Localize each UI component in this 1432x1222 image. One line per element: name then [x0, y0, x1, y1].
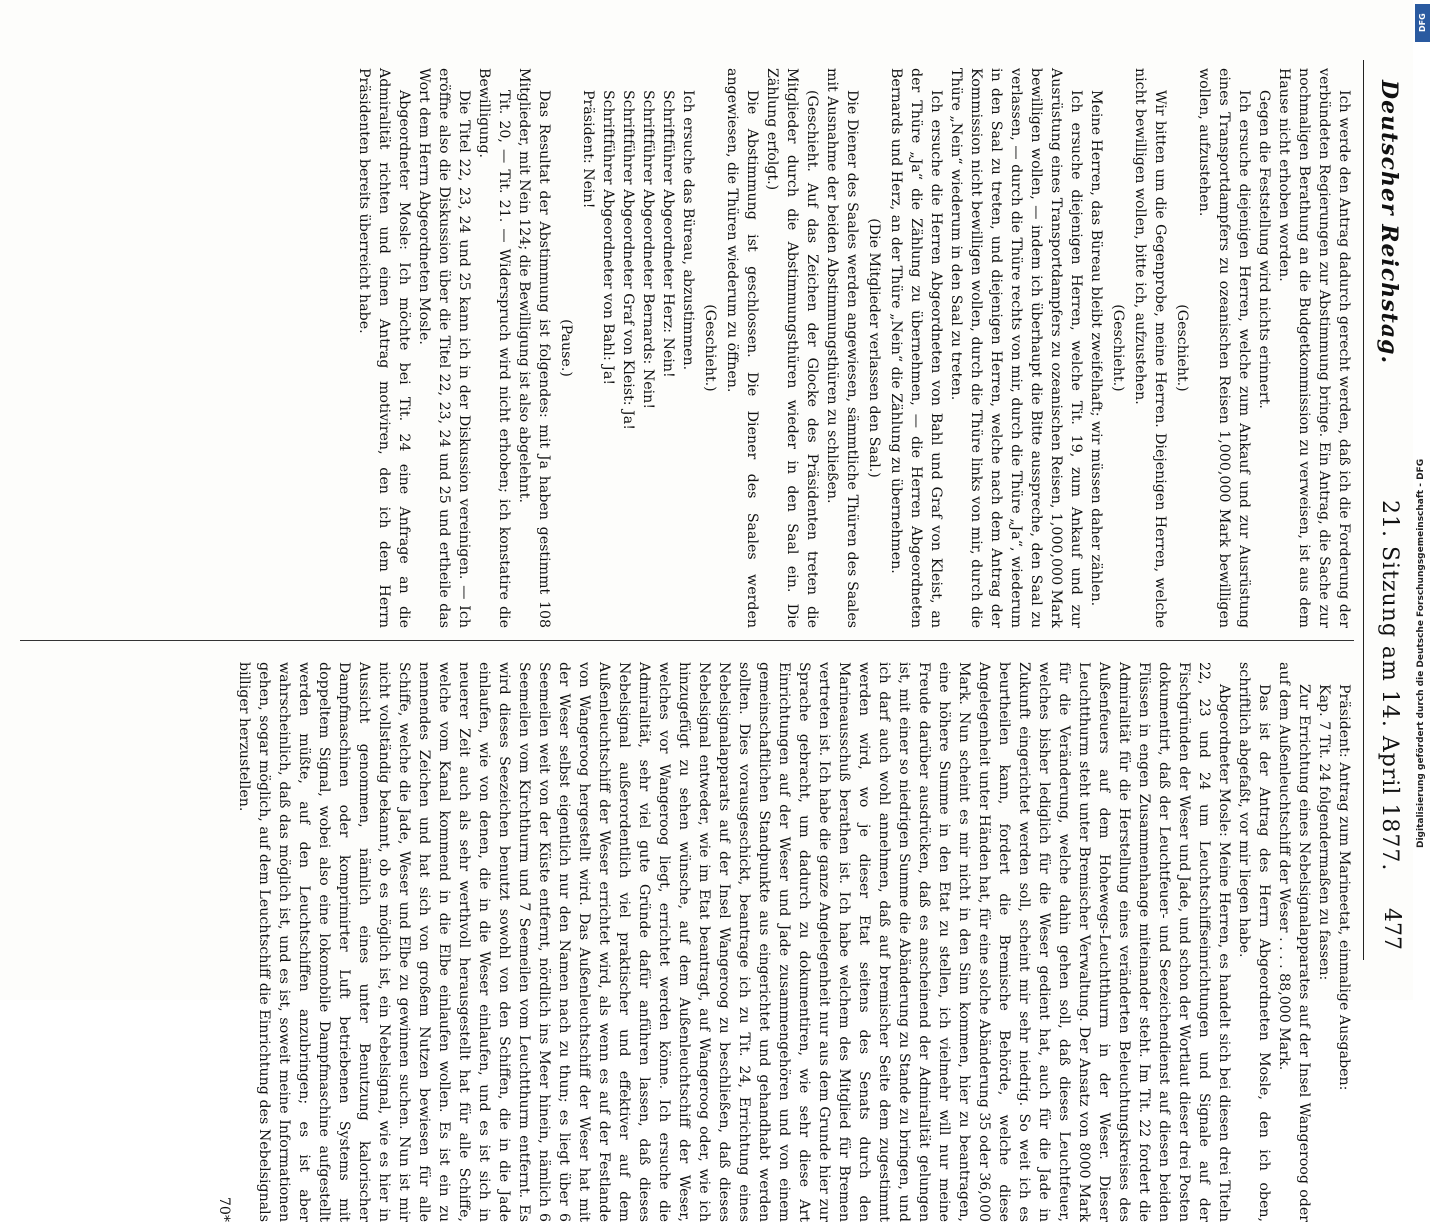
stage-direction: (Die Mitglieder verlassen den Saal.) — [866, 218, 882, 478]
paragraph: Ich ersuche diejenigen Herren, welche zum Ankauf und zur Ausrüstung eines Transportdampfers zu ozeanischen Reisen 1,000,000 Mark bewilligen wollen, aufzustehen. — [1196, 68, 1252, 628]
paragraph: Abgeordneter Mosle: Meine Herren, es handelt sich bei diesen drei Titeln 22, 23 und 24 um Leuchtschiffseinrichtungen und Signale auf der Fischgründen der Weser und Jade, und schon der Wortlaut dieser drei Posten dokumentirt, daß der Leuchtfeuer- und Seezeichendienst auf diesen beiden Flüssen in engen Zusammenhange miteinander steht. Im Tit. 22 fordert die Admiralität für die Herstellung eines veränderten Beleuchtungskreises des Außenfeuers auf dem Hohewegs-Leuchtthurm in der Weser. Dieser Leuchtthurm steht unter Bremischer Verwaltung. Der Ansatz von 8000 Mark für die Veränderung, welche dahin gehen soll, daß dieses Leuchtfeuer, welches bisher lediglich für die Weser gedient hat, auch für die Jade in Zukunft eingerichtet werden soll, scheint mir sehr niedrig. So weit ich es beurtheilen kann, fordert die Bremische Behörde, welche diese Angelegenheit unter Händen hat, für eine solche Abänderung 35 oder 36,000 Mark. Nun scheint es mir nicht in den Sinn kommen, hier zu beantragen, eine höhere Summe in den Etat zu stellen, ich vielmehr will nur meine Freude darüber ausdrücken, daß es anscheinend der Admiralität gelungen ist, mit einer so niedrigen Summe die Abänderung zu Stande zu bringen, und ich darf auch wohl annehmen, daß auf bremischer Seite dem zugestimmt werden wird, wo je dieser Etat seitens des Senats durch den Marineausschuß berathen ist. Ich habe welchem des Mitglied für Bremen vertreten ist. Ich habe die ganze Angelegenheit nur aus dem Grunde hier zur Sprache gebracht, um dadurch zu dokumentiren, wie sehr diese Art Einrichtungen auf der Weser und Jade zusammengehören und von einem gemeinschaftlichen Standpunkte aus eingerichtet und gehandhabt werden sollten. Dies vorausgeschickt, beantrage ich zu Tit. 24, Errichtung eines Nebelsignalapparats auf der Insel Wangeroog zu beschließen, daß dieses Nebelsignal entweder, wie im Etat beantragt, auf Wangeroog oder, wie ich hinzugefügt zu sehen wünsche, auf dem Außenleuchtschiff der Weser, welches vor Wangeroog liegt, errichtet werden könne. Ich ersuche die Admiralität, sehr viel gute Gründe dafür anführen lassen, daß dieses Nebelsignal außerordentlich viel praktischer und effektiver auf dem Außenleuchtschiff der Weser errichtet wird, als wenn es auf der Festlande von Wangeroog hergestellt wird. Das Außenleuchtschiff der Weser hat mit der Weser selbst eigentlich nur den Namen nach zu thun; es liegt über 6 Seemeilen weit von der Küste entfernt, nördlich ins Meer hinein, nämlich 6 Seemeilen vom Kirchthurm und 7 Seemeilen vom Leuchtthurm entfernt. Es wird dieses Seezeichen benutzt sowohl von den Schiffen, die in die Jade einlaufen, wie von denen, die in die Weser einlaufen, und es ist sich in neuerer Zeit auch als sehr werthvoll herausgestellt hat für alle Schiffe, welche vom Kanal kommend in die Elbe einlaufen wollen. Es ist ein zu nennendes Zeichen und hat sich von großem Nutzen bewiesen für alle Schiffe, welche die Jade, Weser und Elbe zu gewinnen suchen. Nun ist mir nicht vollständig bekannt, ob es möglich ist, ein Nebelsignal, wie es hier in Aussicht genommen, nämlich eines unter Benutzung kalorischer Dampfmaschinen oder komprimirter Luft betriebenen Systems mit doppeltem Signal, wobei also eine lokomobile Dampfmaschine aufgestellt werden müßte, auf den Leuchtschiffen anzubringen; es ist aber wahrscheinlich, daß das möglich ist, und es ist, soweit meine Informationen gehen, sogar möglich, auf dem Leuchtschiff die Einrichtung des Nebelsignals billiger herzustellen. — [236, 662, 1232, 1222]
dfg-logo-text: DFG — [1418, 13, 1427, 33]
paragraph: Ich ersuche diejenigen Herren, welche Tit. 19, zum Ankauf und zur Ausrüstung eines Transportdampfers zu ozeanischen Reisen, 1,000,000 Mark bewilligen wollen, — indem ich überhaupt die Bitte ausspreche, den Saal zu verlassen, — durch die Thüre rechts von mir, durch die Thüre „Ja“, wiederum in den Saal zu treten, und diejenigen Herren, welche nach dem Antrag der Kommission nicht bewilligen wollen, durch die Thüre links von mir, durch die Thüre „Nein“ wiederum in den Saal zu treten. — [948, 68, 1084, 628]
dfg-logo — [1415, 4, 1430, 42]
paragraph: Präsident: Antrag zum Marineetat, einmalige Ausgaben: — [1336, 684, 1352, 1091]
paragraph: Schriftführer Abgeordneter Herz: Nein! — [660, 90, 676, 378]
stage-direction: (Geschieht.) — [1174, 304, 1190, 392]
paragraph: Ich ersuche die Herren Abgeordneten von Bahl und Graf von Kleist, an der Thüre „Ja“ die Zählung zu übernehmen, — die Herren Abgeordneten Bernards und Herz, an der Thüre „Nein“ die Zählung zu übernehmen. — [888, 68, 944, 628]
paragraph: Schriftführer Abgeordneter Bernards: Nein! — [640, 90, 656, 410]
right-column — [214, 662, 1354, 1222]
paragraph: Wir bitten um die Gegenprobe, meine Herren. Diejenigen Herren, welche nicht bewilligen wollen, bitte ich, aufzustehen. — [1132, 68, 1168, 628]
column-divider — [20, 640, 1354, 641]
paragraph: Abgeordneter Mosle: Ich möchte bei Tit. 24 eine Anfrage an die Admiralität richten und einen Antrag motiviren, den ich dem Herrn Präsidenten bereits überreicht habe. — [356, 68, 412, 628]
paragraph: Ich ersuche das Büreau, abzustimmen. — [680, 90, 696, 371]
digitization-caption: Digitalisierung gefördert durch die Deutsche Forschungsgemeinschaft - DFG — [1416, 458, 1426, 848]
paragraph: Tit. 20, — Tit. 21. — Widerspruch wird nicht erhoben; ich konstatire die Bewilligung. — [476, 68, 512, 628]
stage-direction: (Pause.) — [558, 319, 574, 377]
stage-direction: (Geschieht.) — [702, 304, 718, 392]
stage-direction: (Geschieht.) — [1110, 304, 1126, 392]
paragraph: Ich werde den Antrag dadurch gerecht werden, daß ich die Forderung der verbündeten Regierungen zur Abstimmung bringe. Ein Antrag, die Sache zur nochmaligen Berathung an die Budgetkommission zu verweisen, ist aus dem Hause nicht erhoben worden. — [1276, 68, 1352, 628]
paragraph: Das ist der Antrag des Herrn Abgeordneten Mosle, den ich oben, schriftlich abgefaßt, vor mir liegen habe. — [1236, 662, 1272, 1222]
header-rule — [1363, 60, 1364, 960]
paragraph: Das Resultat der Abstimmung ist folgendes: mit Ja haben gestimmt 108 Mitglieder, mit Nein 124; die Bewilligung ist also abgelehnt. — [516, 68, 552, 628]
paragraph: Gegen die Feststellung wird nichts erinnert. — [1256, 90, 1272, 409]
paragraph: Zur Errichtung eines Nebelsignalapparates auf der Insel Wangeroog oder auf dem Außenleuchtschiff der Weser . . . . 88,000 Mark. — [1276, 662, 1312, 1222]
paragraph: Meine Herren, das Büreau bleibt zweifelhaft; wir müssen daher zählen. — [1088, 90, 1104, 607]
paragraph: (Geschieht. Auf das Zeichen der Glocke des Präsidenten treten die Mitglieder durch die Abstimmungsthüren wieder in den Saal ein. Die Zählung erfolgt.) — [764, 68, 820, 628]
page-number: 477 — [1379, 908, 1404, 950]
paragraph: Schriftführer Abgeordneter von Bahl: Ja! — [600, 90, 616, 386]
paragraph: Die Abstimmung ist geschlossen. Die Diener des Saales werden angewiesen, die Thüren wiederum zu öffnen. — [724, 68, 760, 628]
journal-title: Deutscher Reichstag. — [1376, 80, 1402, 365]
left-column — [354, 68, 1354, 628]
paragraph: Schriftführer Abgeordneter Graf von Kleist: Ja! — [620, 90, 636, 430]
session-title: 21. Sitzung am 14. April 1877. — [1377, 500, 1402, 872]
paragraph: Präsident: Nein! — [580, 90, 596, 209]
paragraph: Die Diener des Saales werden angewiesen, sämmtliche Thüren des Saales mit Ausnahme der beiden Abstimmungsthüren zu schließen. — [824, 68, 860, 628]
page-header — [1362, 40, 1412, 960]
paragraph: Die Titel 22, 23, 24 und 25 kann ich in der Diskussion vereinigen. — Ich eröffne also die Diskussion über die Titel 22, 23, 24 und 25 und ertheile das Wort dem Herrn Abgeordneten Mosle. — [416, 68, 472, 628]
paragraph: Kap. 7 Tit. 24 folgendermaßen zu fassen: — [1316, 684, 1332, 981]
signature-mark: 70* — [216, 1196, 232, 1222]
